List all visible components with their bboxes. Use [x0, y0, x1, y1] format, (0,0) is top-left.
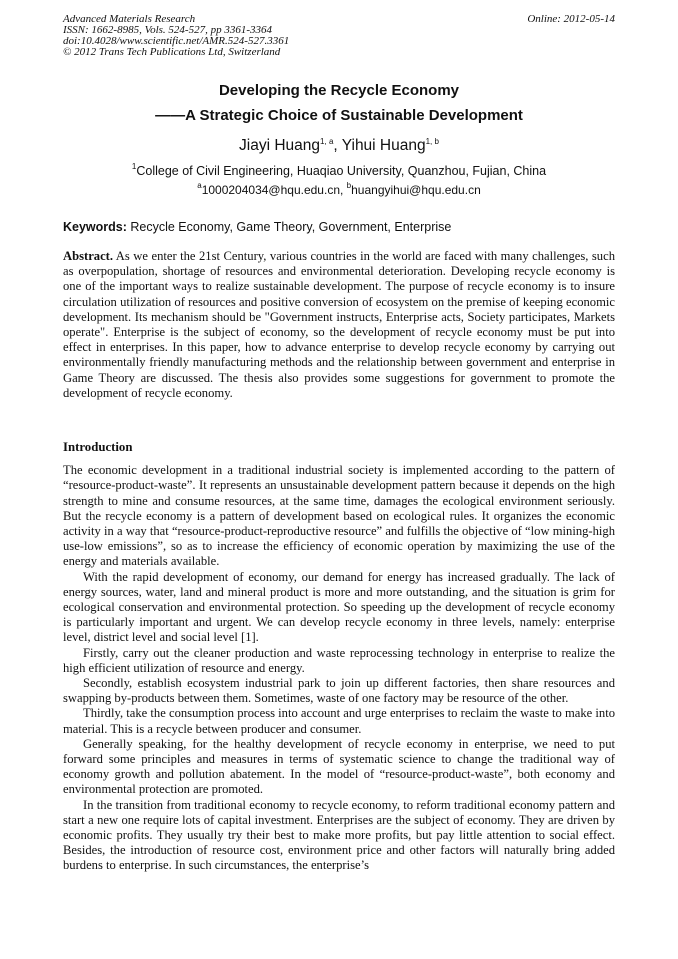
- paragraph: Thirdly, take the consumption process into account and urge enterprises to reclaim the waste to make into material. This is a recycle between producer and consumer.: [63, 706, 615, 736]
- introduction-section: [63, 440, 615, 874]
- email-superscript: a: [197, 181, 202, 190]
- email-separator: ,: [340, 183, 347, 197]
- paragraph: Firstly, carry out the cleaner production and waste reprocessing technology in enterprise to realize the high efficient utilization of resource and energy.: [63, 645, 615, 675]
- author-superscript: 1, b: [425, 137, 439, 146]
- paragraph: Generally speaking, for the healthy development of recycle economy in enterprise, we need to put forward some principles and measures in terms of systematic science to change the traditional way of economy growth and pollution abatement. In the model of “resource-product-waste”, both economy and environmental protection are promoted.: [63, 736, 615, 797]
- running-header: [63, 14, 615, 58]
- paragraph: In the transition from traditional economy to recycle economy, to reform traditional economy pattern and start a new one require lots of capital investment. Enterprises are the subject of economy. They are driven by economic profits. They usually try their best to make more profits, but pay little attention to social effect. Besides, the introduction of resource cost, environment price and other factors will naturally bring added burdens to enterprise. In such circumstances, the enterprise’s: [63, 797, 615, 873]
- abstract-text: As we enter the 21st Century, various countries in the world are faced with many challenges, such as overpopulation, shortage of resources and environmental deterioration. Developing recycle economy is one of the important ways to realize sustainable development. The purpose of recycle economy is to insure circulation utilization of resources and positive conversion of ecosystem on the premise of keeping economic development. Its mechanism should be "Government instructs, Enterprise acts, Society participates, Markets operate". Enterprise is the subject of economy, so the development of recycle economy must be put into effect in enterprises. In this paper, how to advance enterprise to develop recycle economy by carrying out environmentally friendly manufacturing methods and the relationship between government and enterprise in Game Theory are discussed. The thesis also provides some suggestions for government to promote the development of recycle economy.: [63, 249, 615, 400]
- author-separator: ,: [333, 137, 342, 154]
- author-list: [0, 137, 678, 155]
- affiliation: [0, 164, 678, 178]
- affiliation-superscript: 1: [131, 162, 137, 171]
- journal-name: Advanced Materials Research: [63, 13, 196, 25]
- abstract-label: Abstract.: [63, 249, 114, 263]
- affiliation-text: College of Civil Engineering, Huaqiao University, Quanzhou, Fujian, China: [136, 164, 547, 178]
- email-list: [0, 183, 678, 197]
- abstract-section: [63, 249, 615, 401]
- paragraph: With the rapid development of economy, our demand for energy has increased gradually. The lack of energy sources, water, land and mineral product is more and more outstanding, and the situation is grim for ecological conservation and environmental protection. So speeding up the development of recycle economy is particularly important and urgent. We can develop recycle economy in three levels, namely: enterprise level, district level and social level [1].: [63, 569, 615, 645]
- paper-subtitle: ——A Strategic Choice of Sustainable Development: [155, 107, 523, 124]
- email-address: huangyihui@hqu.edu.cn: [351, 183, 481, 197]
- paragraph: The economic development in a traditional industrial society is implemented according to the pattern of “resource-product-waste”. It represents an unsustainable development pattern because it depends on the high strength to mine and consume resources, at the same time, damages the ecological environment seriously. But the recycle economy is a pattern of development based on ecological rules. It organizes the economic activity in a way that “resource-product-reproductive resource” and fulfills the objective of “low mining-high use-low emissions”, so as to increase the efficiency of economic operation by maximizing the use of the energy and materials available.: [63, 463, 615, 569]
- author-superscript: 1, a: [320, 137, 334, 146]
- paper-title: Developing the Recycle Economy: [218, 82, 460, 99]
- keywords-text: Recycle Economy, Game Theory, Government, Enterprise: [126, 220, 452, 234]
- keywords-label: Keywords:: [63, 220, 127, 234]
- keywords: [63, 220, 615, 234]
- issn-line: ISSN: 1662-8985, Vols. 524-527, pp 3361-3364: [63, 24, 272, 36]
- author-name: Jiayi Huang: [239, 137, 321, 154]
- email-address: 1000204034@hqu.edu.cn: [201, 183, 340, 197]
- email-superscript: b: [346, 181, 352, 190]
- copyright-line: © 2012 Trans Tech Publications Ltd, Switzerland: [63, 46, 281, 58]
- section-heading: Introduction: [63, 440, 133, 454]
- paragraph: Secondly, establish ecosystem industrial park to join up different factories, then share resources and swapping by-products between them. Sometimes, waste of one factory may be resource of the other.: [63, 676, 615, 706]
- online-date: Online: 2012-05-14: [527, 13, 615, 25]
- doi-line: doi:10.4028/www.scientific.net/AMR.524-527.3361: [63, 35, 290, 47]
- author-name: Yihui Huang: [341, 137, 426, 154]
